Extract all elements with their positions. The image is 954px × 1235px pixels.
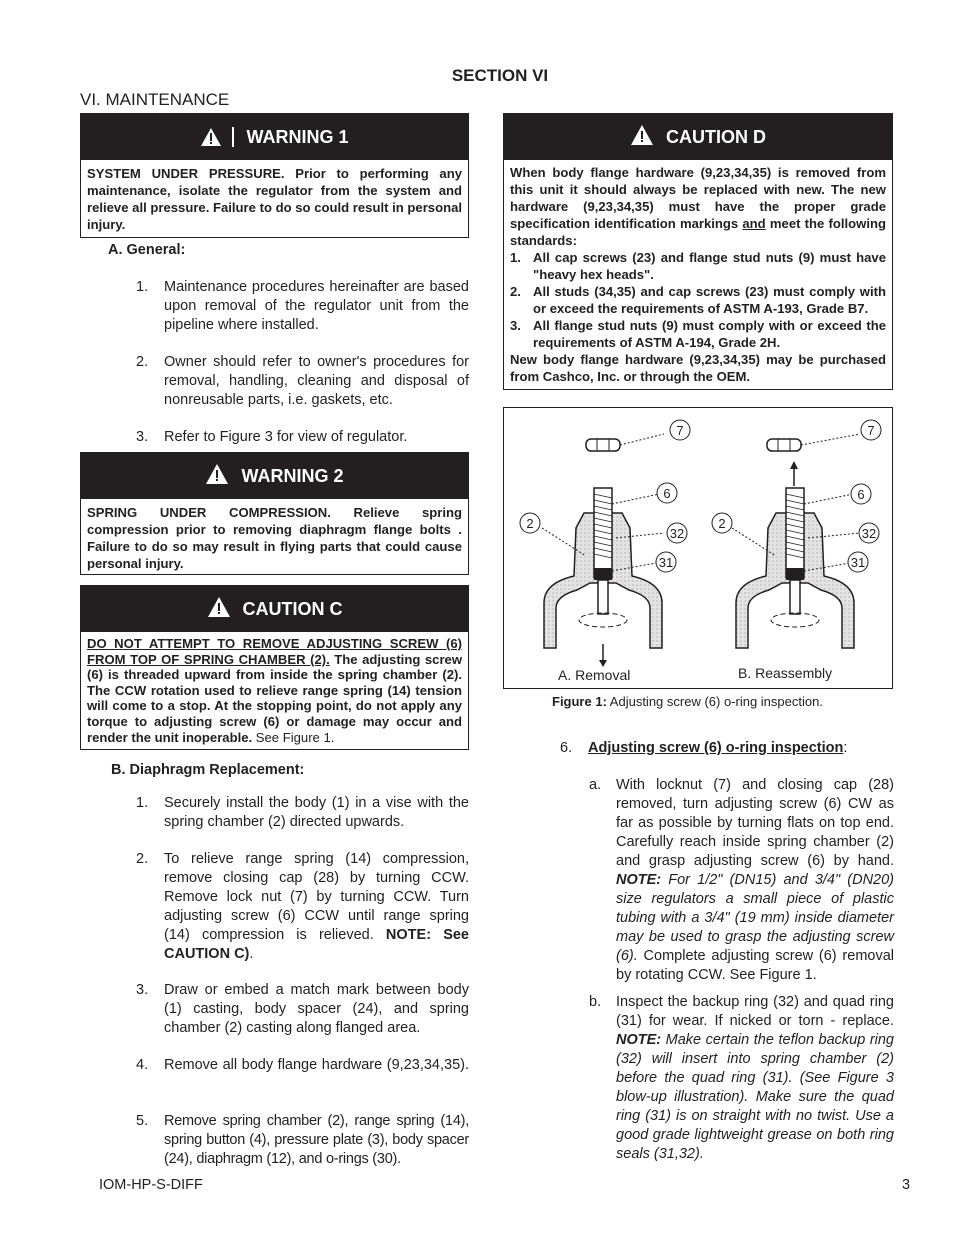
- callout-7: 7: [676, 423, 684, 438]
- caution-d-intro: [510, 164, 886, 249]
- warning-triangle-icon: [630, 124, 654, 151]
- list-item-text: [164, 850, 469, 964]
- page-number: 3: [902, 1177, 911, 1193]
- caution-c-text: The adjusting screw (6) is threaded upward from inside the spring chamber (2). The CCW rotation used to relieve range spring (14) tension will come to a stop. At the stopping point, do not apply any torque to adjusting screw (6) or damage may occur and render the unit inoperable.: [87, 651, 463, 745]
- caution-d-list-item: [510, 317, 886, 351]
- caution-d-header: [504, 114, 892, 160]
- callout-7: 7: [867, 423, 875, 438]
- list-item-text: Securely install the body (1) in a vise with the spring chamber (2) directed upwards.: [164, 795, 469, 830]
- list-item-number: 3.: [136, 982, 149, 998]
- caution-c-body: [81, 632, 468, 749]
- page-title: VI. MAINTENANCE: [80, 90, 230, 109]
- caution-d-list-text: All studs (34,35) and cap screws (23) must comply with or exceed the requirements of ASTM A-193, Grade B7.: [533, 284, 886, 316]
- caution-c-title: CAUTION C: [242, 598, 343, 619]
- list-item-text: Draw or embed a match mark between body (1) casting, body spacer (24), and spring chamber (2) casting along flanged area.: [164, 982, 469, 1036]
- caution-d-list-number: 3.: [510, 318, 521, 333]
- warning-1-title: WARNING 1: [246, 126, 349, 147]
- caution-c-tail: See Figure 1.: [252, 729, 335, 745]
- list-item-number: 3.: [136, 429, 149, 445]
- step-6a-text: [616, 776, 894, 985]
- caution-d-list-text: All cap screws (23) and flange stud nuts (9) must have "heavy hex heads".: [533, 250, 886, 282]
- callout-6: 6: [857, 487, 865, 502]
- step-6b-italic: Make certain the teflon backup ring (32) will insert into spring chamber (2) before the quad ring (31). (See Figure 3 blow-up illustration). Make sure the quad ring (31) is on straight with no twist. Use a good grade lightweight grease on both ring seals (31,32).: [616, 1032, 894, 1162]
- warning-triangle-icon: [200, 127, 234, 147]
- caution-d-list-text: All flange stud nuts (9) must comply with or exceed the requirements of ASTM A-194, Grade 2H.: [533, 318, 886, 350]
- list-item-number: 2.: [136, 851, 149, 867]
- step-6-title-text: Adjusting screw (6) o-ring inspection: [588, 740, 844, 756]
- list-item-text: Remove spring chamber (2), range spring (14), spring button (4), pressure plate (3), body spacer (24), diaphragm (12), and o-rings (30).: [164, 1113, 469, 1167]
- list-item-text: Maintenance procedures hereinafter are based upon removal of the regulator unit from the pipeline where installed.: [164, 279, 469, 333]
- list-item-text: Refer to Figure 3 for view of regulator.: [164, 429, 408, 445]
- callout-2: 2: [718, 516, 726, 531]
- caution-d-list-item: [510, 283, 886, 317]
- caution-d-and: and: [742, 216, 766, 231]
- caution-d-body: [504, 160, 892, 389]
- list-item-text: Owner should refer to owner's procedures for removal, handling, cleaning and disposal of nonreusable parts, i.e. gaskets, etc.: [164, 354, 469, 408]
- list-item-note: NOTE: See CAUTION C): [164, 927, 469, 962]
- removal-label: A. Removal: [558, 667, 631, 683]
- figure-caption: [552, 694, 823, 709]
- list-item-number: 1.: [136, 795, 149, 811]
- callout-2: 2: [526, 516, 534, 531]
- step-6-title: [588, 739, 888, 758]
- list-item-text: Remove all body flange hardware (9,23,34,35).: [164, 1057, 469, 1073]
- figure-caption-label: Figure 1:: [552, 694, 607, 709]
- step-6b-text: [616, 993, 894, 1164]
- list-item-period: .: [249, 946, 254, 962]
- list-item-number: 1.: [136, 279, 149, 295]
- step-6b-number: b.: [589, 994, 602, 1010]
- warning-2-header: [81, 453, 468, 499]
- caution-d-list-item: [510, 249, 886, 283]
- callout-6: 6: [663, 486, 671, 501]
- caution-c-underlined: DO NOT ATTEMPT TO REMOVE ADJUSTING SCREW (6) FROM TOP OF SPRING CHAMBER (2).: [87, 636, 462, 667]
- general-heading: A. General:: [108, 242, 186, 258]
- step-6-colon: :: [843, 740, 848, 756]
- figure-1: [503, 407, 893, 689]
- warning-1-box: [80, 113, 469, 238]
- section-title: SECTION VI: [451, 66, 549, 85]
- adjusting-screw-illustration: [504, 408, 892, 688]
- step-6a-text-1: With locknut (7) and closing cap (28) removed, turn adjusting screw (6) CW as far as possible by turning flats on top end. Carefully reach inside spring chamber (2) and grasp adjusting screw (6) by hand.: [616, 777, 894, 869]
- caution-d-intro-b: meet the following standards:: [510, 216, 886, 248]
- callout-31: 31: [850, 555, 866, 570]
- list-item-number: 2.: [136, 354, 149, 370]
- list-item-text-main: To relieve range spring (14) compression, remove closing cap (28) by turning CCW. Remove lock nut (7) by turning CCW. Turn adjusting screw (6) CCW until range spring (14) compression is relieved.: [164, 851, 469, 943]
- figure-caption-text: Adjusting screw (6) o-ring inspection.: [606, 694, 823, 709]
- caution-d-box: [503, 113, 893, 390]
- step-6a-italic: For 1/2" (DN15) and 3/4" (DN20) size regulators a small piece of plastic tubing with a 3/4" (19 mm) inside diameter may be used to grasp the adjusting screw (6).: [616, 872, 894, 964]
- removal-drawing: [520, 420, 690, 667]
- step-6a-note: NOTE:: [616, 872, 662, 888]
- caution-c-box: [80, 585, 469, 750]
- warning-1-body: SYSTEM UNDER PRESSURE. Prior to performing any maintenance, isolate the regulator from the system and relieve all pressure. Failure to do so could result in personal injury.: [87, 166, 462, 232]
- warning-2-box: [80, 452, 469, 575]
- list-item-number: 5.: [136, 1113, 149, 1129]
- warning-2-body: SPRING UNDER COMPRESSION. Relieve spring compression prior to removing diaphragm flange bolts . Failure to do so may result in flying parts that could cause personal injury.: [87, 505, 462, 571]
- step-6-number: 6.: [560, 740, 573, 756]
- callout-31: 31: [658, 555, 674, 570]
- caution-d-outro: New body flange hardware (9,23,34,35) may be purchased from Cashco, Inc. or through the OEM.: [510, 352, 886, 384]
- reassembly-label: B. Reassembly: [738, 665, 833, 681]
- warning-triangle-icon: [207, 596, 231, 623]
- warning-triangle-icon: [205, 463, 229, 490]
- warning-2-title: WARNING 2: [241, 465, 344, 486]
- step-6a-number: a.: [589, 777, 602, 793]
- callout-32: 32: [669, 526, 685, 541]
- caution-d-list-number: 1.: [510, 250, 521, 265]
- reassembly-drawing: [712, 420, 881, 648]
- step-6a-text-2: Complete adjusting screw (6) removal by rotating CCW. See Figure 1.: [616, 948, 894, 983]
- document-code: IOM-HP-S-DIFF: [99, 1177, 203, 1193]
- caution-d-list-number: 2.: [510, 284, 521, 299]
- warning-1-header: [81, 114, 468, 160]
- callout-32: 32: [861, 526, 877, 541]
- caution-d-title: CAUTION D: [666, 126, 766, 147]
- step-6b-text-1: Inspect the backup ring (32) and quad ring (31) for wear. If nicked or torn - replace.: [616, 994, 894, 1029]
- step-6b-note: NOTE:: [616, 1032, 662, 1048]
- list-item-number: 4.: [136, 1057, 149, 1073]
- diaphragm-heading: B. Diaphragm Replacement:: [111, 762, 305, 778]
- caution-d-intro-a: When body flange hardware (9,23,34,35) is removed from this unit it should always be replaced with new. The new hardware (9,23,34,35) must have the proper grade specification identification markings: [510, 165, 886, 231]
- caution-c-header: [81, 586, 468, 632]
